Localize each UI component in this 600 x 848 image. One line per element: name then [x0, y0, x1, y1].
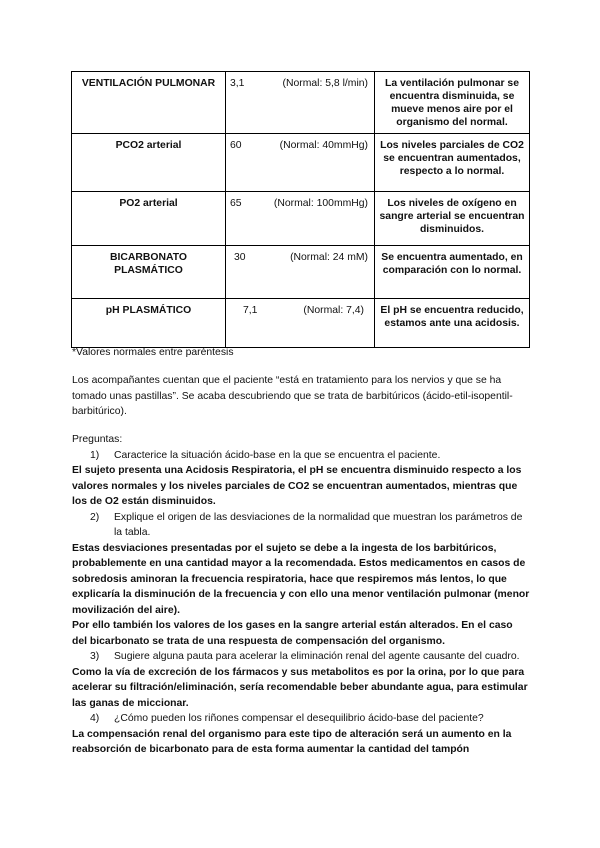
parameter-normal: (Normal: 40mmHg): [279, 140, 368, 151]
parameter-value: 65: [230, 198, 242, 209]
question-number: 4): [90, 713, 100, 724]
parameter-value: 3,1: [230, 78, 245, 89]
parameter-interpretation: El pH se encuentra reducido, estamos ante una acidosis.: [380, 305, 524, 329]
questions-heading: Preguntas:: [72, 434, 123, 445]
question-1: [72, 448, 530, 464]
table-row: [72, 246, 530, 299]
question-text: Sugiere alguna pauta para acelerar la eliminación renal del agente causante del cuadro.: [114, 651, 520, 662]
parameters-table: [71, 71, 530, 348]
parameter-name: PO2 arterial: [119, 198, 178, 209]
questions-section: [72, 432, 530, 758]
parameter-value: 30: [234, 252, 246, 263]
parameter-normal: (Normal: 100mmHg): [273, 198, 368, 209]
parameter-interpretation: Los niveles de oxígeno en sangre arterial se encuentran disminuidos.: [379, 198, 525, 235]
table-row: [72, 134, 530, 192]
question-text: ¿Cómo pueden los riñones compensar el desequilibrio ácido-base del paciente?: [114, 713, 484, 724]
parameter-interpretation: Los niveles parciales de CO2 se encuentran aumentados, respecto a lo normal.: [380, 140, 524, 177]
question-2: [72, 510, 530, 541]
question-3: [72, 649, 530, 665]
parameter-normal: (Normal: 7,4): [303, 305, 364, 316]
parameter-name: pH PLASMÁTICO: [105, 305, 192, 316]
question-number: 2): [90, 511, 100, 523]
answer-4: La compensación renal del organismo para este tipo de alteración será un aumento en la reabsorción de bicarbonato para de esta forma aumentar la cantidad del tampón: [72, 728, 512, 755]
parameter-name: VENTILACIÓN PULMONAR: [81, 78, 216, 89]
answer-2-part-1: Estas desviaciones presentadas por el sujeto se debe a la ingesta de los barbitúricos, probablemente en una cantidad mayor a la recomendada. Estos medicamentos en casos de sobredosis aminoran la frecuencia respiratoria, hace que respiremos más lentos, lo que explicaría la disminución de la frecuencia y con ello una menor ventilación pulmonar (menor movilización del aire).: [72, 542, 530, 616]
case-paragraph: Los acompañantes cuentan que el paciente “está en tratamiento para los nervios y que se ha tomado unas pastillas”. Se acaba descubriendo que se trata de barbitúricos (ácido-etil-isopentil-barbitúrico).: [72, 375, 513, 417]
parameter-value: 60: [230, 140, 242, 151]
parameter-name: PCO2 arterial: [115, 140, 182, 151]
table-row: [72, 299, 530, 348]
parameter-value: 7,1: [243, 305, 258, 316]
question-4: [72, 711, 530, 727]
parameter-interpretation: La ventilación pulmonar se encuentra disminuida, se mueve menos aire por el organismo del normal.: [385, 78, 519, 128]
table-row: [72, 192, 530, 246]
question-number: 3): [90, 651, 100, 662]
answer-3: Como la vía de excreción de los fármacos y sus metabolitos es por la orina, por lo que para acelerar su filtración/eliminación, sería recomendable beber abundante agua, para estimular las ganas de miccionar.: [72, 666, 528, 709]
table-row: [72, 72, 530, 134]
table-footnote: *Valores normales entre paréntesis: [72, 347, 234, 358]
answer-1: El sujeto presenta una Acidosis Respiratoria, el pH se encuentra disminuido respecto a los valores normales y los niveles parciales de CO2 se encuentran aumentados, mientras que los de O2 están disminuidos.: [72, 465, 522, 507]
answer-2-part-2: Por ello también los valores de los gases en la sangre arterial están alterados. En el caso del bicarbonato se trata de una respuesta de compensación del organismo.: [72, 620, 513, 647]
parameter-name: BICARBONATO PLASMÁTICO: [110, 252, 187, 276]
parameter-normal: (Normal: 24 mM): [290, 252, 368, 263]
question-text: Explique el origen de las desviaciones de la normalidad que muestran los parámetros de la tabla.: [114, 511, 523, 538]
parameter-interpretation: Se encuentra aumentado, en comparación con lo normal.: [381, 252, 523, 276]
parameter-normal: (Normal: 5,8 l/min): [282, 78, 368, 89]
question-text: Caracterice la situación ácido-base en la que se encuentra el paciente.: [114, 449, 441, 461]
question-number: 1): [90, 449, 100, 461]
